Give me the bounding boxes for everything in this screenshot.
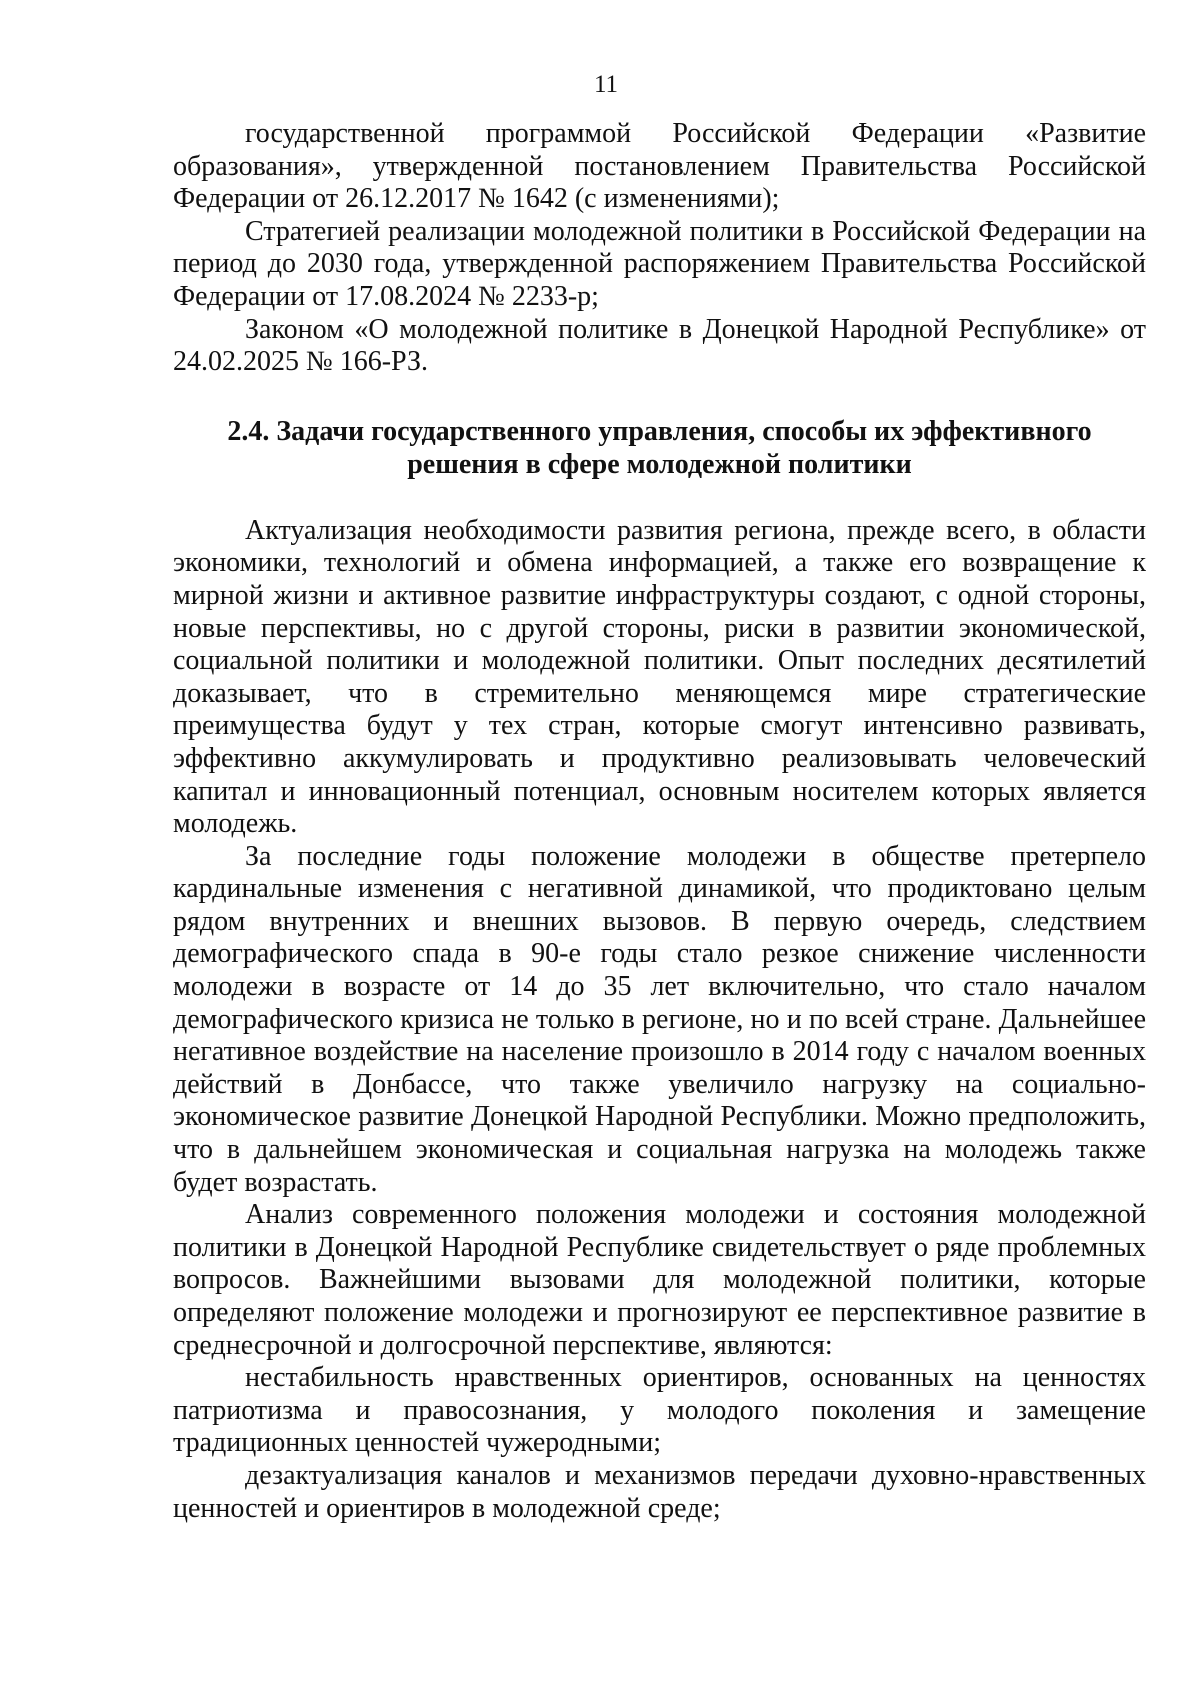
paragraph: государственной программой Российской Федерации «Развитие образования», утвержденной постановлением Правительства Российской Федерации от 26.12.2017 № 1642 (с изменениями); — [173, 118, 1146, 215]
paragraph: Стратегией реализации молодежной политики в Российской Федерации на период до 2030 года, утвержденной распоряжением Правительства Российской Федерации от 17.08.2024 № 2233-р; — [173, 215, 1146, 312]
paragraph: Законом «О молодежной политике в Донецкой Народной Республике» от 24.02.2025 № 166-РЗ. — [173, 313, 1146, 378]
page-number: 11 — [593, 71, 619, 98]
section-heading — [173, 415, 1146, 481]
paragraph: Анализ современного положения молодежи и состояния молодежной политики в Донецкой Народной Республике свидетельствует о ряде проблемных вопросов. Важнейшими вызовами для молодежной политики, которые определяют положение молодежи и прогнозируют ее перспективное развитие в среднесрочной и долгосрочной перспективе, являются: — [173, 1199, 1146, 1361]
list-item: дезактуализация каналов и механизмов передачи духовно-нравственных ценностей и ориентиров в молодежной среде; — [173, 1459, 1146, 1524]
section-heading-line-2: решения в сфере молодежной политики — [407, 448, 912, 480]
document-body — [173, 118, 1146, 1525]
paragraph: За последние годы положение молодежи в обществе претерпело кардинальные изменения с негативной динамикой, что продиктовано целым рядом внутренних и внешних вызовов. В первую очередь, следствием демографического спада в 90-е годы стало резкое снижение численности молодежи в возрасте от 14 до 35 лет включительно, что стало началом демографического кризиса не только в регионе, но и по всей стране. Дальнейшее негативное воздействие на население произошло в 2014 году с началом военных действий в Донбассе, что также увеличило нагрузку на социально-экономическое развитие Донецкой Народной Республики. Можно предположить, что в дальнейшем экономическая и социальная нагрузка на молодежь также будет возрастать. — [173, 840, 1146, 1198]
section-heading-line-1: 2.4. Задачи государственного управления, способы их эффективного — [227, 415, 1092, 447]
paragraph: Актуализация необходимости развития региона, прежде всего, в области экономики, технологий и обмена информацией, а также его возвращение к мирной жизни и активное развитие инфраструктуры создают, с одной стороны, новые перспективы, но с другой стороны, риски в развитии экономической, социальной политики и молодежной политики. Опыт последних десятилетий доказывает, что в стремительно меняющемся мире стратегические преимущества будут у тех стран, которые смогут интенсивно развивать, эффективно аккумулировать и продуктивно реализовывать человеческий капитал и инновационный потенциал, основным носителем которых является молодежь. — [173, 514, 1146, 840]
list-item: нестабильность нравственных ориентиров, основанных на ценностях патриотизма и правосознания, у молодого поколения и замещение традиционных ценностей чужеродными; — [173, 1362, 1146, 1459]
